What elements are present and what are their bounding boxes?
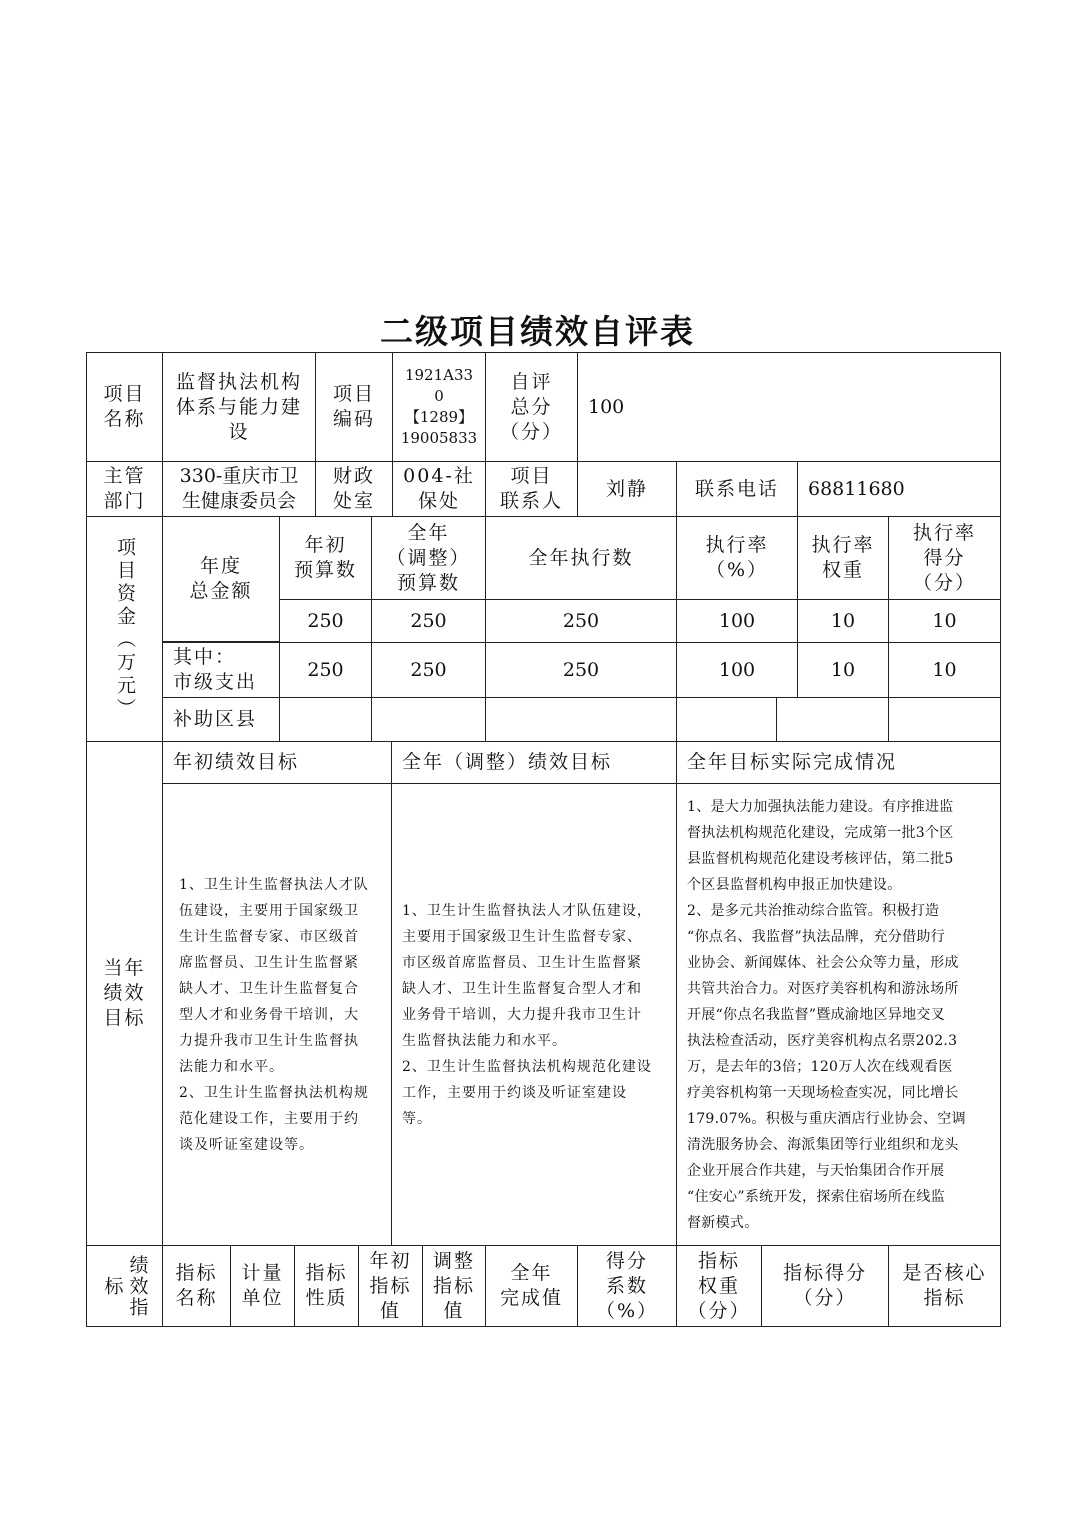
funds-county-adjusted	[371, 697, 486, 742]
project-code-value: 1921A33 0 【1289】 19005833	[392, 352, 486, 462]
contact-value: 刘静	[577, 461, 677, 517]
funds-total-initial: 250	[279, 599, 372, 643]
funds-score-header: 执行率 得分 （分）	[888, 516, 1001, 600]
funds-city-weight: 10	[797, 642, 889, 698]
finance-office-label: 财政 处室	[315, 461, 393, 517]
funds-total-header: 年度 总金额	[162, 516, 280, 642]
finance-office-value: 004-社 保处	[392, 461, 486, 517]
funds-total-adjusted: 250	[371, 599, 486, 643]
department-value: 330-重庆市卫 生健康委员会	[162, 461, 316, 517]
project-code-label: 项目 编码	[315, 352, 393, 462]
indicator-complete-header: 全年 完成值	[485, 1245, 578, 1327]
funds-city-adjusted: 250	[371, 642, 486, 698]
project-name-label: 项目 名称	[86, 352, 163, 462]
indicator-name-header: 指标 名称	[162, 1245, 231, 1327]
indicator-score-header: 指标得分 （分）	[761, 1245, 889, 1327]
indicators-section-label: 绩效指标	[86, 1245, 163, 1327]
funds-total-rate: 100	[676, 599, 798, 643]
funds-county-label: 补助区县	[162, 697, 280, 742]
department-label: 主管 部门	[86, 461, 163, 517]
funds-county-executed	[485, 697, 677, 742]
self-score-value: 100	[577, 352, 1001, 462]
funds-rate-header: 执行率 （%）	[676, 516, 798, 600]
funds-city-label: 其中： 市级支出	[162, 642, 280, 698]
adjusted-goals-header: 全年（调整）绩效目标	[391, 741, 677, 784]
funds-initial-header: 年初 预算数	[279, 516, 372, 600]
funds-executed-header: 全年执行数	[485, 516, 677, 600]
funds-adjusted-header: 全年 （调整） 预算数	[371, 516, 486, 600]
funds-county-score	[888, 697, 1001, 742]
funds-city-initial: 250	[279, 642, 372, 698]
initial-goals-text: 1、卫生计生监督执法人才队 伍建设，主要用于国家级卫 生计生监督专家、市区级首 席监督员、卫生计生监督紧 缺人才、卫生计生监督复合 型人才和业务骨干培训，大 力提升我市卫生计生监督执 法能力和水平。 2、卫生计生监督执法机构规 范化建设工作，主要用于约 谈及听证室建设等。	[162, 783, 392, 1246]
goals-section-label: 当年 绩效 目标	[86, 741, 163, 1246]
funds-city-score: 10	[888, 642, 1001, 698]
actual-goals-header: 全年目标实际完成情况	[676, 741, 1001, 784]
self-score-label: 自评 总分 （分）	[485, 352, 578, 462]
funds-total-score: 10	[888, 599, 1001, 643]
contact-label: 项目 联系人	[485, 461, 578, 517]
funds-section-label: 项目资金（万元）	[86, 516, 163, 742]
actual-goals-text: 1、是大力加强执法能力建设。有序推进监 督执法机构规范化建设，完成第一批3个区 县监督机构规范化建设考核评估，第二批5 个区县监督机构申报正加快建设。 2、是多元共治推动综合监管。积极打造 “你点名、我监督”执法品牌，充分借助行 业协会、新闻媒体、社会公众等力量，形成 共管共治合力。对医疗美容机构和游泳场所 开展“你点名我监督”暨成渝地区异地交叉 执法检查活动，医疗美容机构点名票202.3 万，是去年的3倍；120万人次在线观看医 疗美容机构第一天现场检查实况，同比增长 179.07%。积极与重庆酒店行业协会、空调 清洗服务协会、海派集团等行业组织和龙头 企业开展合作共建，与天怡集团合作开展 “住安心”系统开发，探索住宿场所在线监 督新模式。	[676, 783, 1001, 1246]
phone-value: 68811680	[797, 461, 1001, 517]
adjusted-goals-text: 1、卫生计生监督执法人才队伍建设， 主要用于国家级卫生计生监督专家、 市区级首席监督员、卫生计生监督紧 缺人才、卫生计生监督复合型人才和 业务骨干培训，大力提升我市卫生计 生监督执法能力和水平。 2、卫生计生监督执法机构规范化建设 工作，主要用于约谈及听证室建设 等。	[391, 783, 677, 1246]
funds-total-weight: 10	[797, 599, 889, 643]
initial-goals-header: 年初绩效目标	[162, 741, 392, 784]
indicator-coef-header: 得分 系数 （%）	[577, 1245, 677, 1327]
funds-county-initial	[279, 697, 372, 742]
indicator-nature-header: 指标 性质	[294, 1245, 359, 1327]
funds-city-executed: 250	[485, 642, 677, 698]
indicator-unit-header: 计量 单位	[230, 1245, 295, 1327]
funds-weight-header: 执行率 权重	[797, 516, 889, 600]
funds-county-rate	[676, 697, 777, 742]
indicator-core-header: 是否核心 指标	[888, 1245, 1001, 1327]
page-title: 二级项目绩效自评表	[380, 312, 695, 351]
funds-county-weight	[776, 697, 889, 742]
project-name-value: 监督执法机构 体系与能力建 设	[162, 352, 316, 462]
indicator-weight-header: 指标 权重 （分）	[676, 1245, 762, 1327]
funds-city-rate: 100	[676, 642, 798, 698]
indicator-adjusted-header: 调整 指标 值	[422, 1245, 486, 1327]
funds-total-executed: 250	[485, 599, 677, 643]
indicator-initial-header: 年初 指标 值	[358, 1245, 423, 1327]
phone-label: 联系电话	[676, 461, 798, 517]
